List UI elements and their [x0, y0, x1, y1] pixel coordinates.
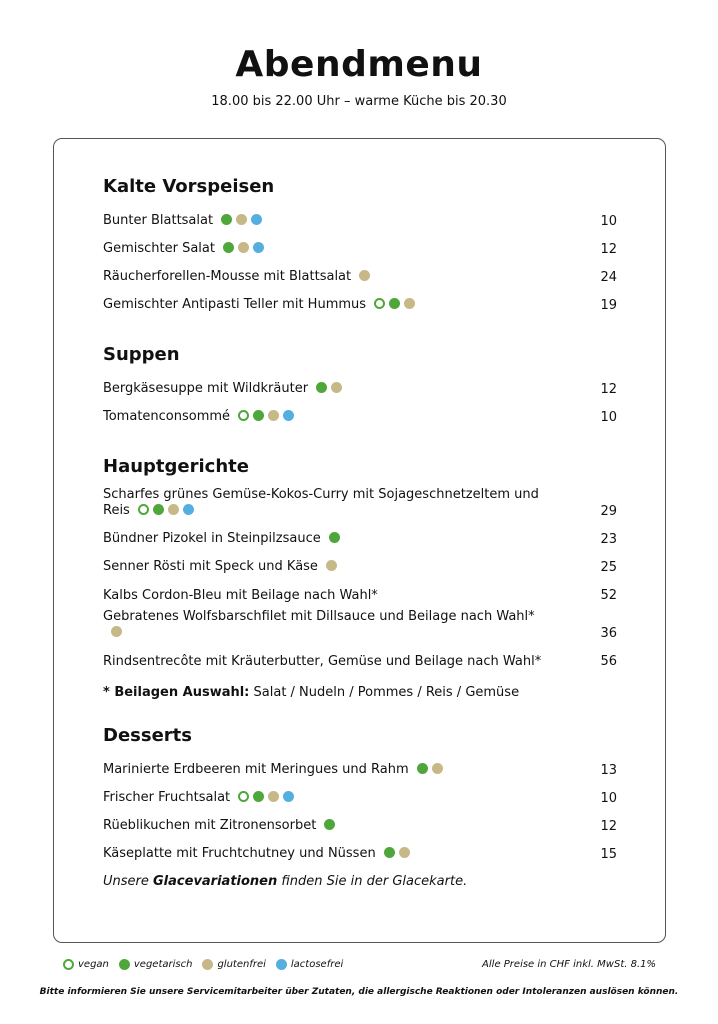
menu-item — [103, 207, 617, 235]
item-price: 10 — [600, 791, 617, 806]
section-title: Desserts — [103, 725, 192, 746]
legend-label: glutenfrei — [217, 959, 266, 970]
vegetarian-icon — [253, 791, 264, 802]
menu-item — [103, 263, 617, 291]
diet-tags — [217, 214, 262, 230]
glace-post: finden Sie in der Glacekarte. — [277, 874, 468, 889]
item-name-wrap — [103, 818, 335, 840]
item-price: 25 — [600, 560, 617, 575]
menu-item — [103, 525, 617, 553]
item-name: Räucherforellen-Mousse mit Blattsalat — [103, 269, 352, 284]
menu-section — [103, 175, 617, 319]
item-price: 15 — [600, 847, 617, 862]
vegetarian-icon — [316, 382, 327, 393]
vegetarian-icon — [253, 410, 264, 421]
item-name: Senner Rösti mit Speck und Käse — [103, 559, 318, 574]
gluten-free-icon — [168, 504, 179, 515]
vegetarian-icon — [119, 959, 130, 970]
item-name-wrap — [103, 487, 543, 525]
item-name-wrap — [103, 846, 410, 868]
legend-item — [202, 959, 265, 970]
gluten-free-icon — [331, 382, 342, 393]
item-name-wrap — [103, 409, 294, 431]
lactose-free-icon — [251, 214, 262, 225]
gluten-free-icon — [399, 847, 410, 858]
menu-item — [103, 647, 617, 675]
item-name-wrap — [103, 790, 294, 812]
item-name: Frischer Fruchtsalat — [103, 790, 231, 805]
menu-item — [103, 581, 617, 609]
diet-tags — [322, 560, 337, 576]
legend-item — [119, 959, 193, 970]
item-price: 23 — [600, 532, 617, 547]
item-name: Gemischter Salat — [103, 241, 215, 256]
item-name-wrap — [103, 654, 541, 675]
item-name: Gebratenes Wolfsbarschfilet mit Dillsauce und Beilage nach Wahl* — [103, 609, 535, 624]
item-price: 12 — [600, 242, 617, 257]
section-title: Suppen — [103, 344, 180, 365]
item-name: Bergkäsesuppe mit Wildkräuter — [103, 381, 309, 396]
diet-tags — [320, 819, 335, 835]
gluten-free-icon — [359, 270, 370, 281]
vegetarian-icon — [329, 532, 340, 543]
item-name: Bunter Blattsalat — [103, 213, 214, 228]
diet-tags — [234, 410, 294, 426]
legend-label: lactosefrei — [290, 959, 344, 970]
menu-item — [103, 487, 617, 525]
vegetarian-icon — [324, 819, 335, 830]
vegetarian-icon — [389, 298, 400, 309]
item-name-wrap — [103, 213, 262, 235]
menu-section — [103, 724, 617, 889]
item-name-wrap — [103, 269, 370, 291]
side-dish-options: Salat / Nudeln / Pommes / Reis / Gemüse — [249, 685, 520, 700]
diet-tags — [370, 298, 415, 314]
legend-item — [276, 959, 343, 970]
menu-item — [103, 403, 617, 431]
glace-bold: Glacevariationen — [153, 874, 278, 889]
vegan-icon — [374, 298, 385, 309]
item-price: 10 — [600, 214, 617, 229]
item-name: Bündner Pizokel in Steinpilzsauce — [103, 531, 321, 546]
vegetarian-icon — [221, 214, 232, 225]
menu-item — [103, 375, 617, 403]
gluten-free-icon — [268, 791, 279, 802]
item-price: 12 — [600, 382, 617, 397]
menu-item — [103, 812, 617, 840]
diet-legend — [63, 959, 353, 970]
opening-hours: 18.00 bis 22.00 Uhr – warme Küche bis 20.30 — [211, 94, 507, 109]
item-price: 13 — [600, 763, 617, 778]
menu-item — [103, 235, 617, 263]
glace-pre: Unsere — [103, 874, 154, 889]
vegetarian-icon — [384, 847, 395, 858]
menu-item — [103, 291, 617, 319]
lactose-free-icon — [276, 959, 287, 970]
gluten-free-icon — [432, 763, 443, 774]
menu-item — [103, 784, 617, 812]
vegan-icon — [238, 410, 249, 421]
diet-tags — [413, 763, 443, 779]
side-dish-note — [103, 685, 617, 700]
diet-tags — [219, 242, 264, 258]
gluten-free-icon — [326, 560, 337, 571]
item-name: Käseplatte mit Fruchtchutney und Nüssen — [103, 846, 376, 861]
item-name-wrap — [103, 588, 378, 609]
item-name-wrap — [103, 559, 337, 581]
item-price: 52 — [600, 588, 617, 603]
diet-tags — [134, 504, 194, 520]
vegetarian-icon — [223, 242, 234, 253]
item-price: 36 — [600, 626, 617, 641]
menu-card — [53, 138, 666, 943]
menu-item — [103, 756, 617, 784]
section-title: Hauptgerichte — [103, 456, 249, 477]
menu-item — [103, 840, 617, 868]
item-name: Tomatenconsommé — [103, 409, 231, 424]
item-price: 24 — [600, 270, 617, 285]
gluten-free-icon — [111, 626, 122, 637]
gluten-free-icon — [268, 410, 279, 421]
legend-label: vegan — [78, 959, 109, 970]
section-title: Kalte Vorspeisen — [103, 176, 275, 197]
item-name: Rindsentrecôte mit Kräuterbutter, Gemüse und Beilage nach Wahl* — [103, 654, 542, 669]
diet-tags — [325, 532, 340, 548]
lactose-free-icon — [183, 504, 194, 515]
legend-label: vegetarisch — [133, 959, 193, 970]
diet-tags — [355, 270, 370, 286]
item-name: Scharfes grünes Gemüse-Kokos-Curry mit Sojageschnetzeltem und Reis — [103, 487, 539, 518]
gluten-free-icon — [238, 242, 249, 253]
item-price: 19 — [600, 298, 617, 313]
diet-tags — [234, 791, 294, 807]
allergy-note: Bitte informieren Sie unsere Servicemitarbeiter über Zutaten, die allergische Reaktionen oder Intoleranzen auslösen können. — [39, 987, 679, 997]
item-price: 12 — [600, 819, 617, 834]
diet-tags — [312, 382, 342, 398]
vegetarian-icon — [153, 504, 164, 515]
item-name-wrap — [103, 609, 543, 647]
vegetarian-icon — [417, 763, 428, 774]
item-name-wrap — [103, 241, 264, 263]
lactose-free-icon — [283, 791, 294, 802]
item-name: Kalbs Cordon-Bleu mit Beilage nach Wahl* — [103, 588, 378, 603]
gluten-free-icon — [202, 959, 213, 970]
item-name-wrap — [103, 762, 443, 784]
diet-tags — [107, 626, 122, 642]
diet-tags — [380, 847, 410, 863]
item-price: 56 — [600, 654, 617, 669]
lactose-free-icon — [253, 242, 264, 253]
menu-item — [103, 553, 617, 581]
item-name-wrap — [103, 381, 342, 403]
vegan-icon — [238, 791, 249, 802]
item-price: 10 — [600, 410, 617, 425]
menu-content — [103, 175, 617, 913]
lactose-free-icon — [283, 410, 294, 421]
item-name-wrap — [103, 531, 340, 553]
item-name: Gemischter Antipasti Teller mit Hummus — [103, 297, 367, 312]
menu-section — [103, 455, 617, 700]
item-price: 29 — [600, 504, 617, 519]
side-dish-label: * Beilagen Auswahl: — [103, 685, 250, 700]
item-name: Rüeblikuchen mit Zitronensorbet — [103, 818, 317, 833]
vegan-icon — [138, 504, 149, 515]
menu-section — [103, 343, 617, 431]
page-title: Abendmenu — [235, 44, 483, 85]
glace-note — [103, 874, 617, 889]
prices-note: Alle Preise in CHF inkl. MwSt. 8.1% — [482, 959, 656, 970]
item-name: Marinierte Erdbeeren mit Meringues und Rahm — [103, 762, 409, 777]
vegan-icon — [63, 959, 74, 970]
legend-item — [63, 959, 109, 970]
menu-item — [103, 609, 617, 647]
gluten-free-icon — [404, 298, 415, 309]
gluten-free-icon — [236, 214, 247, 225]
item-name-wrap — [103, 297, 415, 319]
